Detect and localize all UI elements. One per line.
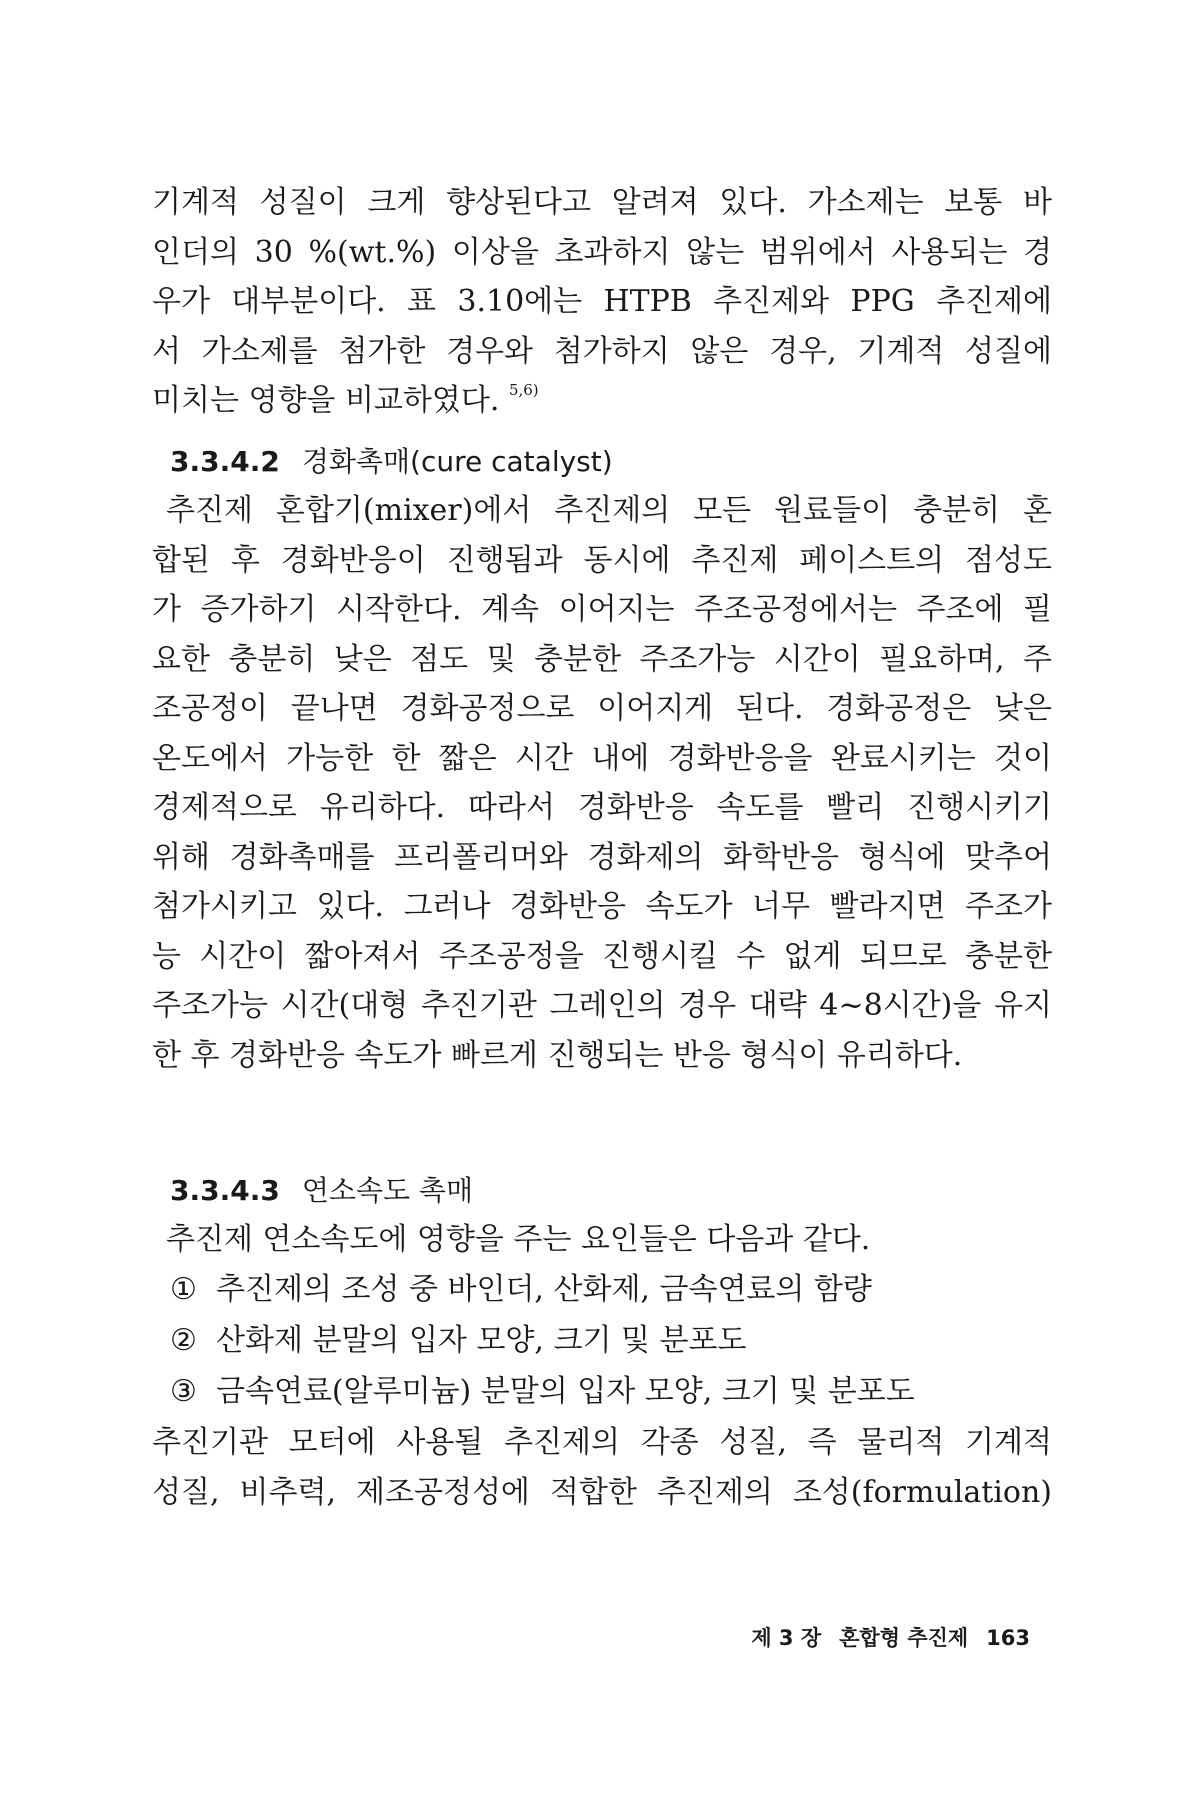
section-heading-burn-rate-catalyst [170, 1166, 473, 1216]
text-line: 가 증가하기 시작한다. 계속 이어지는 주조공정에서는 주조에 필 [152, 592, 1052, 627]
text-line: 요한 충분히 낮은 점도 및 충분한 주조가능 시간이 필요하며, 주 [152, 641, 1052, 677]
text-line: 합된 후 경화반응이 진행됨과 동시에 추진제 페이스트의 점성도 [152, 542, 1052, 578]
text-line [152, 376, 1052, 426]
list-marker: ② [170, 1323, 197, 1358]
list-item [170, 1265, 872, 1315]
text-line: 조공정이 끝나면 경화공정으로 이어지게 된다. 경화공정은 낮은 [152, 691, 1052, 726]
text-line: 성질, 비추력, 제조공정성에 적합한 추진제의 조성(formulation) [152, 1474, 1052, 1510]
list-item-text: 금속연료(알루미늄) 분말의 입자 모양, 크기 및 분포도 [216, 1374, 915, 1409]
paragraph-formulation [152, 1418, 1052, 1517]
section-title: 연소속도 촉매 [301, 1174, 474, 1207]
section-title: 경화촉매(cure catalyst) [301, 445, 613, 478]
footer-chapter-title: 혼합형 추진제 [839, 1626, 969, 1650]
paragraph-burn-rate-intro [152, 1215, 1052, 1265]
text-line: 경제적으로 유리하다. 따라서 경화반응 속도를 빨리 진행시키기 [152, 790, 1052, 825]
citation-superscript: 5,6) [508, 381, 539, 399]
list-item-text: 추진제의 조성 중 바인더, 산화제, 금속연료의 함량 [216, 1272, 872, 1307]
section-heading-cure-catalyst [170, 437, 613, 487]
text-line: 추진기관 모터에 사용될 추진제의 각종 성질, 즉 물리적 기계적 [152, 1425, 1052, 1460]
list-item [170, 1367, 915, 1417]
list-marker: ③ [170, 1374, 197, 1409]
text-line: 온도에서 가능한 한 짧은 시간 내에 경화반응을 완료시키는 것이 [152, 740, 1052, 776]
text-line: 주조가능 시간(대형 추진기관 그레인의 경우 대략 4~8시간)을 유지 [152, 988, 1052, 1023]
paragraph-plasticizer [152, 178, 1052, 426]
text-line: 서 가소제를 첨가한 경우와 첨가하지 않은 경우, 기계적 성질에 [152, 333, 1052, 369]
text-line: 한 후 경화반응 속도가 빠르게 진행되는 반응 형식이 유리하다. [152, 1037, 963, 1073]
page-number: 163 [986, 1626, 1030, 1650]
text-line: 우가 대부분이다. 표 3.10에는 HTPB 추진제와 PPG 추진제에 [152, 284, 1052, 319]
text-line: 추진제 혼합기(mixer)에서 추진제의 모든 원료들이 충분히 혼 [166, 493, 1052, 528]
section-number: 3.3.4.3 [170, 1174, 280, 1207]
text-line: 첨가시키고 있다. 그러나 경화반응 속도가 너무 빨라지면 주조가 [152, 889, 1052, 924]
section-number: 3.3.4.2 [170, 445, 280, 478]
text-line: 인더의 30 %(wt.%) 이상을 초과하지 않는 범위에서 사용되는 경 [152, 234, 1052, 270]
text-line: 능 시간이 짧아져서 주조공정을 진행시킬 수 없게 되므로 충분한 [152, 938, 1052, 974]
list-marker: ① [170, 1272, 197, 1307]
text-line: 기계적 성질이 크게 향상된다고 알려져 있다. 가소제는 보통 바 [152, 185, 1052, 220]
text-line: 추진제 연소속도에 영향을 주는 요인들은 다음과 같다. [166, 1222, 871, 1257]
page-footer [733, 1622, 1030, 1652]
footer-chapter: 제 3 장 [751, 1626, 822, 1650]
paragraph-cure-catalyst [152, 486, 1052, 1080]
list-item [170, 1316, 746, 1366]
text-line-content: 미치는 영향을 비교하였다. [152, 383, 500, 418]
list-item-text: 산화제 분말의 입자 모양, 크기 및 분포도 [216, 1323, 747, 1358]
text-line: 위해 경화촉매를 프리폴리머와 경화제의 화학반응 형식에 맞추어 [152, 839, 1052, 875]
